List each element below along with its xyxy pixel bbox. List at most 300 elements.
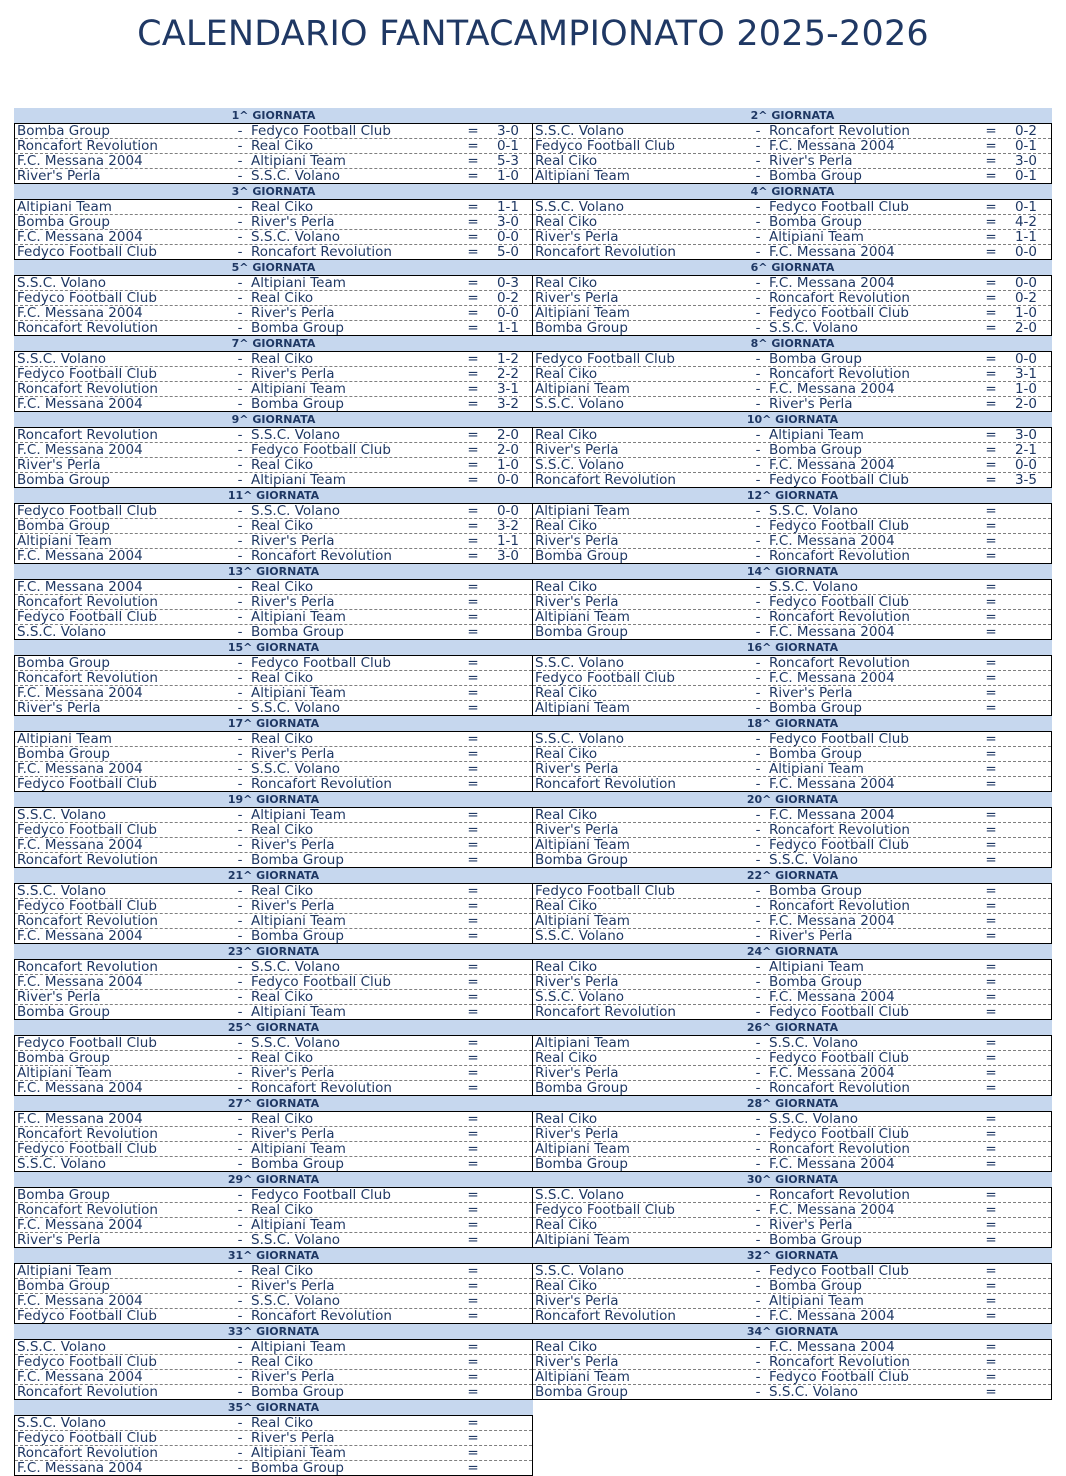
away-team: Real Ciko [251,1203,314,1217]
equals-sign: = [467,656,479,671]
vs-separator: - [237,1066,243,1081]
away-team: S.S.C. Volano [251,169,341,183]
round-matches [533,1111,1052,1172]
vs-separator: - [755,1112,761,1127]
vs-separator: - [755,1385,761,1399]
round-header: 14^ GIORNATA [533,564,1052,579]
home-team: Bomba Group [535,1385,628,1399]
round-matches [533,1035,1052,1096]
home-team: F.C. Messana 2004 [17,1112,143,1126]
match-row [15,200,532,215]
match-row [15,519,532,534]
match-row [533,762,1051,777]
equals-sign: = [467,397,479,411]
match-row [533,747,1051,762]
away-team: Roncafort Revolution [251,777,392,791]
match-row [533,245,1051,259]
score: 0-0 [1014,245,1038,259]
equals-sign: = [985,762,997,777]
round-header: 27^ GIORNATA [14,1096,533,1111]
vs-separator: - [755,732,761,747]
match-row [533,853,1051,867]
match-row [533,352,1051,367]
equals-sign: = [467,610,479,625]
score [485,1309,531,1323]
round-block [14,336,533,412]
home-team: Real Ciko [535,899,598,913]
equals-sign: = [985,853,997,867]
round-header: 1^ GIORNATA [14,108,533,123]
away-team: F.C. Messana 2004 [769,245,895,259]
home-team: S.S.C. Volano [535,1264,625,1278]
away-team: Real Ciko [251,1112,314,1126]
score: 2-1 [1014,443,1038,458]
home-team: River's Perla [535,291,619,305]
round-header: 29^ GIORNATA [14,1172,533,1187]
away-team: S.S.C. Volano [251,1036,341,1050]
score [485,853,531,867]
match-row [15,1188,532,1203]
vs-separator: - [237,458,243,473]
away-team: Bomba Group [769,352,862,366]
equals-sign: = [467,1446,479,1461]
vs-separator: - [237,1340,243,1355]
vs-separator: - [237,1036,243,1051]
match-row [15,1112,532,1127]
score [1003,1370,1049,1384]
away-team: Altipiani Team [769,1294,864,1308]
away-team: Altipiani Team [251,276,346,290]
score: 0-0 [496,306,520,321]
match-row [15,215,532,230]
score: 1-0 [496,169,520,183]
home-team: Altipiani Team [535,610,630,624]
away-team: Fedyco Football Club [251,1188,391,1202]
away-team: Fedyco Football Club [769,306,909,320]
score: 4-2 [1014,215,1038,230]
away-team: F.C. Messana 2004 [769,1309,895,1323]
equals-sign: = [985,1036,997,1051]
equals-sign: = [467,1279,479,1294]
away-team: S.S.C. Volano [769,853,859,867]
vs-separator: - [755,853,761,867]
vs-separator: - [755,1051,761,1066]
vs-separator: - [755,1005,761,1019]
vs-separator: - [755,1127,761,1142]
away-team: Altipiani Team [251,1340,346,1354]
home-team: Bomba Group [535,321,628,335]
away-team: Altipiani Team [769,428,864,442]
home-team: Roncafort Revolution [17,853,158,867]
match-row [533,808,1051,823]
match-row [533,367,1051,382]
match-row [15,1203,532,1218]
home-team: Real Ciko [535,1218,598,1232]
vs-separator: - [755,458,761,473]
home-team: Roncafort Revolution [17,321,158,335]
equals-sign: = [467,139,479,154]
equals-sign: = [985,1112,997,1127]
vs-separator: - [755,245,761,259]
away-team: F.C. Messana 2004 [769,671,895,685]
score: 0-1 [496,139,520,154]
home-team: Roncafort Revolution [17,914,158,928]
round-matches [14,351,533,412]
score [1003,580,1049,594]
equals-sign: = [985,154,997,169]
home-team: S.S.C. Volano [17,625,107,639]
round-matches [533,959,1052,1020]
vs-separator: - [755,1233,761,1247]
equals-sign: = [985,671,997,686]
away-team: Altipiani Team [251,1005,346,1019]
home-team: Fedyco Football Club [535,1203,675,1217]
away-team: S.S.C. Volano [251,1233,341,1247]
round-matches [533,1187,1052,1248]
away-team: River's Perla [769,1218,853,1232]
equals-sign: = [467,458,479,473]
home-team: S.S.C. Volano [17,1340,107,1354]
score [1003,504,1049,518]
match-row [533,899,1051,914]
home-team: S.S.C. Volano [535,656,625,670]
round-block [14,868,533,944]
equals-sign: = [467,276,479,291]
away-team: Bomba Group [251,1157,344,1171]
score: 3-0 [1014,154,1038,169]
match-row [533,1203,1051,1218]
home-team: F.C. Messana 2004 [17,762,143,776]
round-header: 21^ GIORNATA [14,868,533,883]
home-team: River's Perla [535,595,619,609]
away-team: Fedyco Football Club [769,473,909,487]
round-matches [14,883,533,944]
round-header: 12^ GIORNATA [533,488,1052,503]
score [1003,610,1049,624]
score: 5-0 [496,245,520,259]
away-team: S.S.C. Volano [769,1112,859,1126]
vs-separator: - [237,352,243,367]
home-team: S.S.C. Volano [535,200,625,214]
home-team: Real Ciko [535,1340,598,1354]
match-row [533,1385,1051,1399]
vs-separator: - [237,975,243,990]
score [485,747,531,761]
match-row [533,1309,1051,1323]
score [485,1446,531,1460]
vs-separator: - [755,519,761,534]
match-row [533,1355,1051,1370]
rounds-row [14,792,1053,868]
match-row [533,124,1051,139]
score [1003,823,1049,837]
home-team: F.C. Messana 2004 [17,306,143,320]
score: 0-1 [1014,169,1038,183]
match-row [533,1127,1051,1142]
away-team: Bomba Group [769,1233,862,1247]
vs-separator: - [755,1355,761,1370]
match-row [533,1081,1051,1095]
away-team: S.S.C. Volano [251,230,341,244]
score [1003,990,1049,1004]
score [1003,838,1049,852]
round-header: 5^ GIORNATA [14,260,533,275]
round-block [533,944,1052,1020]
home-team: S.S.C. Volano [17,1157,107,1171]
match-row [533,580,1051,595]
score [1003,1340,1049,1354]
away-team: F.C. Messana 2004 [769,458,895,472]
match-row [533,200,1051,215]
home-team: Real Ciko [535,1279,598,1293]
away-team: Bomba Group [769,1279,862,1293]
home-team: Bomba Group [535,1157,628,1171]
equals-sign: = [467,1355,479,1370]
score [485,1218,531,1232]
score [1003,1279,1049,1293]
vs-separator: - [237,610,243,625]
away-team: S.S.C. Volano [251,1294,341,1308]
equals-sign: = [985,1218,997,1233]
equals-sign: = [985,1233,997,1247]
match-row [15,671,532,686]
away-team: Bomba Group [769,215,862,229]
equals-sign: = [467,124,479,139]
home-team: Altipiani Team [535,914,630,928]
away-team: Fedyco Football Club [251,443,391,457]
vs-separator: - [755,291,761,306]
round-header: 28^ GIORNATA [533,1096,1052,1111]
round-matches [14,123,533,184]
round-matches [533,503,1052,564]
home-team: Roncafort Revolution [17,671,158,685]
home-team: Fedyco Football Club [535,671,675,685]
vs-separator: - [237,671,243,686]
rounds-row [14,336,1053,412]
match-row [15,808,532,823]
vs-separator: - [237,1431,243,1446]
score [1003,1203,1049,1217]
equals-sign: = [985,990,997,1005]
round-header: 32^ GIORNATA [533,1248,1052,1263]
round-header: 26^ GIORNATA [533,1020,1052,1035]
home-team: Roncafort Revolution [17,1203,158,1217]
home-team: F.C. Messana 2004 [17,1461,143,1475]
equals-sign: = [467,975,479,990]
away-team: F.C. Messana 2004 [769,139,895,153]
round-header: 34^ GIORNATA [533,1324,1052,1339]
score: 3-0 [1014,428,1038,443]
equals-sign: = [985,929,997,943]
match-row [15,1218,532,1233]
away-team: Real Ciko [251,580,314,594]
calendar-grid [14,108,1053,1476]
vs-separator: - [237,1309,243,1323]
vs-separator: - [237,686,243,701]
vs-separator: - [237,504,243,519]
round-header: 7^ GIORNATA [14,336,533,351]
round-header: 35^ GIORNATA [14,1400,533,1415]
equals-sign: = [467,1218,479,1233]
away-team: F.C. Messana 2004 [769,382,895,396]
match-row [15,1416,532,1431]
away-team: Bomba Group [769,884,862,898]
equals-sign: = [985,777,997,791]
match-row [533,929,1051,943]
away-team: Bomba Group [769,701,862,715]
match-row [533,960,1051,975]
equals-sign: = [467,1066,479,1081]
match-row [533,139,1051,154]
away-team: River's Perla [251,747,335,761]
home-team: River's Perla [535,975,619,989]
home-team: Bomba Group [17,1051,110,1065]
score [1003,701,1049,715]
score: 0-2 [1014,124,1038,139]
score [485,1112,531,1126]
home-team: Roncafort Revolution [535,1005,676,1019]
away-team: F.C. Messana 2004 [769,625,895,639]
away-team: Real Ciko [251,291,314,305]
score [485,1385,531,1399]
vs-separator: - [237,1188,243,1203]
home-team: Roncafort Revolution [535,245,676,259]
round-header: 10^ GIORNATA [533,412,1052,427]
equals-sign: = [467,899,479,914]
equals-sign: = [467,823,479,838]
score [1003,1081,1049,1095]
match-row [533,1051,1051,1066]
equals-sign: = [467,1081,479,1095]
match-row [533,1233,1051,1247]
round-matches [14,959,533,1020]
score [1003,1188,1049,1202]
score [1003,1005,1049,1019]
match-row [15,1066,532,1081]
home-team: S.S.C. Volano [17,352,107,366]
equals-sign: = [985,169,997,183]
equals-sign: = [985,1340,997,1355]
vs-separator: - [237,884,243,899]
home-team: Bomba Group [17,656,110,670]
vs-separator: - [237,245,243,259]
score: 1-2 [496,352,520,367]
match-row [15,1264,532,1279]
away-team: Altipiani Team [769,960,864,974]
vs-separator: - [237,732,243,747]
score [485,777,531,791]
home-team: Fedyco Football Club [17,1355,157,1369]
vs-separator: - [755,549,761,563]
score [1003,1127,1049,1141]
score [485,1188,531,1202]
vs-separator: - [237,139,243,154]
away-team: Real Ciko [251,884,314,898]
rounds-row [14,108,1053,184]
away-team: Real Ciko [251,352,314,366]
score: 1-0 [1014,382,1038,397]
vs-separator: - [237,367,243,382]
equals-sign: = [467,686,479,701]
score [1003,929,1049,943]
away-team: Real Ciko [251,671,314,685]
equals-sign: = [985,1066,997,1081]
vs-separator: - [237,1051,243,1066]
vs-separator: - [755,321,761,335]
away-team: Roncafort Revolution [769,610,910,624]
home-team: Altipiani Team [17,534,112,548]
home-team: Fedyco Football Club [17,610,157,624]
vs-separator: - [755,777,761,791]
equals-sign: = [467,1264,479,1279]
home-team: River's Perla [17,701,101,715]
home-team: Real Ciko [535,1112,598,1126]
round-header: 9^ GIORNATA [14,412,533,427]
match-row [533,914,1051,929]
vs-separator: - [237,747,243,762]
home-team: Altipiani Team [535,306,630,320]
away-team: F.C. Messana 2004 [769,276,895,290]
match-row [15,1279,532,1294]
away-team: Roncafort Revolution [769,124,910,138]
equals-sign: = [467,154,479,169]
away-team: Bomba Group [251,1461,344,1475]
round-matches [533,123,1052,184]
score [1003,853,1049,867]
vs-separator: - [237,321,243,335]
home-team: Altipiani Team [535,701,630,715]
vs-separator: - [237,595,243,610]
score: 1-1 [496,200,520,215]
match-row [533,1036,1051,1051]
match-row [15,1127,532,1142]
away-team: Fedyco Football Club [769,200,909,214]
round-block [14,1248,533,1324]
equals-sign: = [467,367,479,382]
match-row [533,884,1051,899]
away-team: S.S.C. Volano [769,1385,859,1399]
round-matches [14,1187,533,1248]
page-title: CALENDARIO FANTACAMPIONATO 2025-2026 [137,14,929,54]
away-team: River's Perla [769,154,853,168]
vs-separator: - [755,352,761,367]
vs-separator: - [237,1294,243,1309]
round-header: 31^ GIORNATA [14,1248,533,1263]
vs-separator: - [237,808,243,823]
equals-sign: = [467,169,479,183]
vs-separator: - [755,808,761,823]
away-team: Roncafort Revolution [769,823,910,837]
home-team: Fedyco Football Club [535,139,675,153]
rounds-row [14,488,1053,564]
home-team: Real Ciko [535,580,598,594]
equals-sign: = [467,747,479,762]
score [485,1157,531,1171]
vs-separator: - [755,397,761,411]
score: 0-0 [1014,458,1038,473]
round-matches [533,351,1052,412]
away-team: Altipiani Team [251,1218,346,1232]
equals-sign: = [985,656,997,671]
score [485,580,531,594]
score: 3-5 [1014,473,1038,487]
home-team: River's Perla [535,762,619,776]
away-team: Real Ciko [251,519,314,533]
score [485,1005,531,1019]
match-row [15,610,532,625]
match-row [533,382,1051,397]
vs-separator: - [237,215,243,230]
